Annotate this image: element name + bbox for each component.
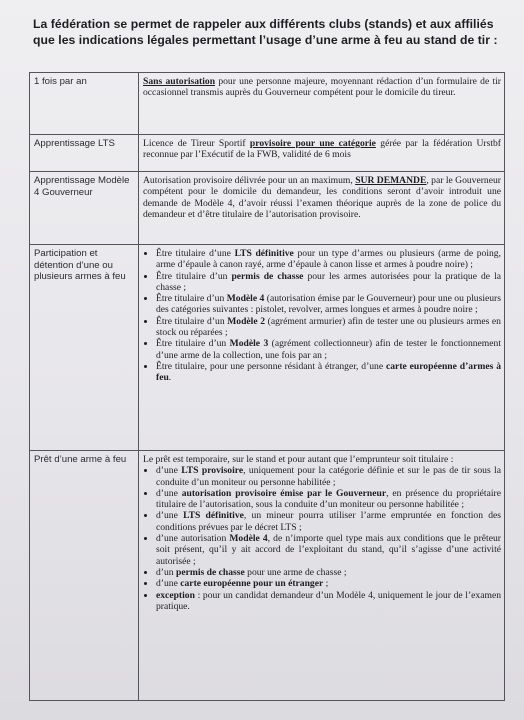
table-row — [30, 172, 505, 245]
rules-table — [29, 72, 505, 701]
conditions-list — [143, 465, 501, 612]
table-row — [30, 135, 505, 172]
strong-text: Sans autorisation — [143, 76, 216, 87]
list-item: • Être titulaire, pour une personne résidant à étranger, d’une carte européenne d’armes à feu. — [156, 361, 501, 384]
row-label: 1 fois par an — [30, 73, 139, 135]
strong-text: Modèle 2 — [227, 315, 266, 327]
strong-text: LTS définitive — [183, 510, 244, 522]
row-description — [139, 73, 505, 135]
row-label: Prêt d’une arme à feu — [30, 451, 139, 701]
body-text: Autorisation provisoire délivrée pour un an maximum, — [143, 175, 353, 186]
strong-text: autorisation provisoire émise par le Gouverneur — [181, 487, 387, 499]
strong-text: provisoire pour une catégorie — [249, 138, 376, 149]
body-text: , par le Gouverneur compétent pour le domicile du demandeur, les conditions seront d’avoir introduit une demande de Modèle 4, d’avoir réussi l’examen théorique auprès de la zone de police du demandeur et d’être titulaire de l’autorisation provisoire. — [143, 175, 501, 220]
list-item: • d’une carte européenne pour un étranger ; — [156, 578, 501, 589]
strong-text: LTS provisoire — [181, 465, 244, 477]
conditions-list — [143, 248, 501, 384]
body-text: gérée par la fédération Urstbf reconnue par l’Exécutif de la FWB, validité de 6 mois — [143, 138, 501, 161]
intro-text: Le prêt est temporaire, sur le stand et pour autant que l’emprunteur soit titulaire : — [143, 454, 454, 465]
row-description — [139, 245, 505, 451]
strong-text: SUR DEMANDE — [355, 175, 427, 186]
list-item: • d’un permis de chasse pour une arme de chasse ; — [156, 567, 501, 578]
list-item: • Être titulaire d’une LTS définitive pour un type d’armes ou plusieurs (arme de poing, arme d’épaule à canon rayé, arme d’épaule à canon lisse et armes à poudre noire) ; — [156, 248, 501, 271]
table-row — [30, 245, 505, 451]
list-item: • exception : pour un candidat demandeur d’un Modèle 4, uniquement le jour de l’examen pratique. — [156, 590, 501, 613]
body-text: pour une personne majeure, moyennant rédaction d’un formulaire de tir occasionnel transmis auprès du Gouverneur compétent pour le domicile du tireur. — [143, 76, 502, 99]
strong-text: LTS définitive — [234, 248, 294, 259]
strong-text: permis de chasse — [176, 566, 245, 578]
strong-text: permis de chasse — [231, 270, 304, 282]
row-description — [139, 135, 505, 172]
strong-text: carte européenne d’armes à feu — [156, 360, 501, 384]
row-description — [139, 172, 505, 245]
row-label: Apprentissage Modèle 4 Gouverneur — [30, 172, 139, 245]
list-item: • Être titulaire d’un Modèle 2 (agrément armurier) afin de tester une ou plusieurs armes en stock ou réparées ; — [156, 316, 501, 339]
body-text: Licence de Tireur Sportif — [143, 138, 246, 149]
list-item: • Être titulaire d’un permis de chasse pour les armes autorisées pour la pratique de la chasse ; — [156, 271, 501, 294]
table-row — [30, 73, 505, 135]
strong-text: exception — [156, 589, 195, 601]
strong-text: carte européenne pour un étranger — [180, 578, 324, 590]
list-item: • d’une autorisation Modèle 4, de n’importe quel type mais aux conditions que le prêteur soit présent, qu’il y ait accord de l’exploitant du stand, qu’il s’agisse d’une activité autorisée ; — [156, 533, 501, 567]
list-item: • d’une autorisation provisoire émise par le Gouverneur, en présence du propriétaire titulaire de l’autorisation, sous la conduite d’un moniteur ou personne habilitée ; — [156, 488, 501, 511]
strong-text: Modèle 3 — [229, 338, 269, 350]
list-item: • Être titulaire d’un Modèle 4 (autorisation émise par le Gouverneur) pour une ou plusieurs des catégories suivantes : pistolet, revolver, armes longues et armes à poudre noire ; — [156, 293, 501, 316]
strong-text: Modèle 4 — [229, 533, 268, 545]
list-item: • Être titulaire d’un Modèle 3 (agrément collectionneur) afin de tester le fonctionnement d’une arme de la collection, une fois par an ; — [156, 338, 501, 361]
strong-text: Modèle 4 — [226, 293, 265, 305]
list-item: • d’une LTS définitive, un mineur pourra utiliser l’arme empruntée en fonction des conditions prévues par le décret LTS ; — [156, 510, 501, 533]
row-label: Participation et détention d’une ou plusieurs armes à feu — [30, 245, 139, 451]
row-description — [139, 451, 505, 701]
document-heading: La fédération se permet de rappeler aux différents clubs (stands) et aux affiliés que les indications légales permettant l’usage d’une arme à feu au stand de tir : — [33, 17, 498, 47]
list-item: • d’une LTS provisoire, uniquement pour la catégorie définie et sur le pas de tir sous la conduite d’un moniteur ou personne habilitée ; — [156, 465, 501, 488]
row-label: Apprentissage LTS — [30, 135, 139, 172]
table-row — [30, 451, 505, 701]
